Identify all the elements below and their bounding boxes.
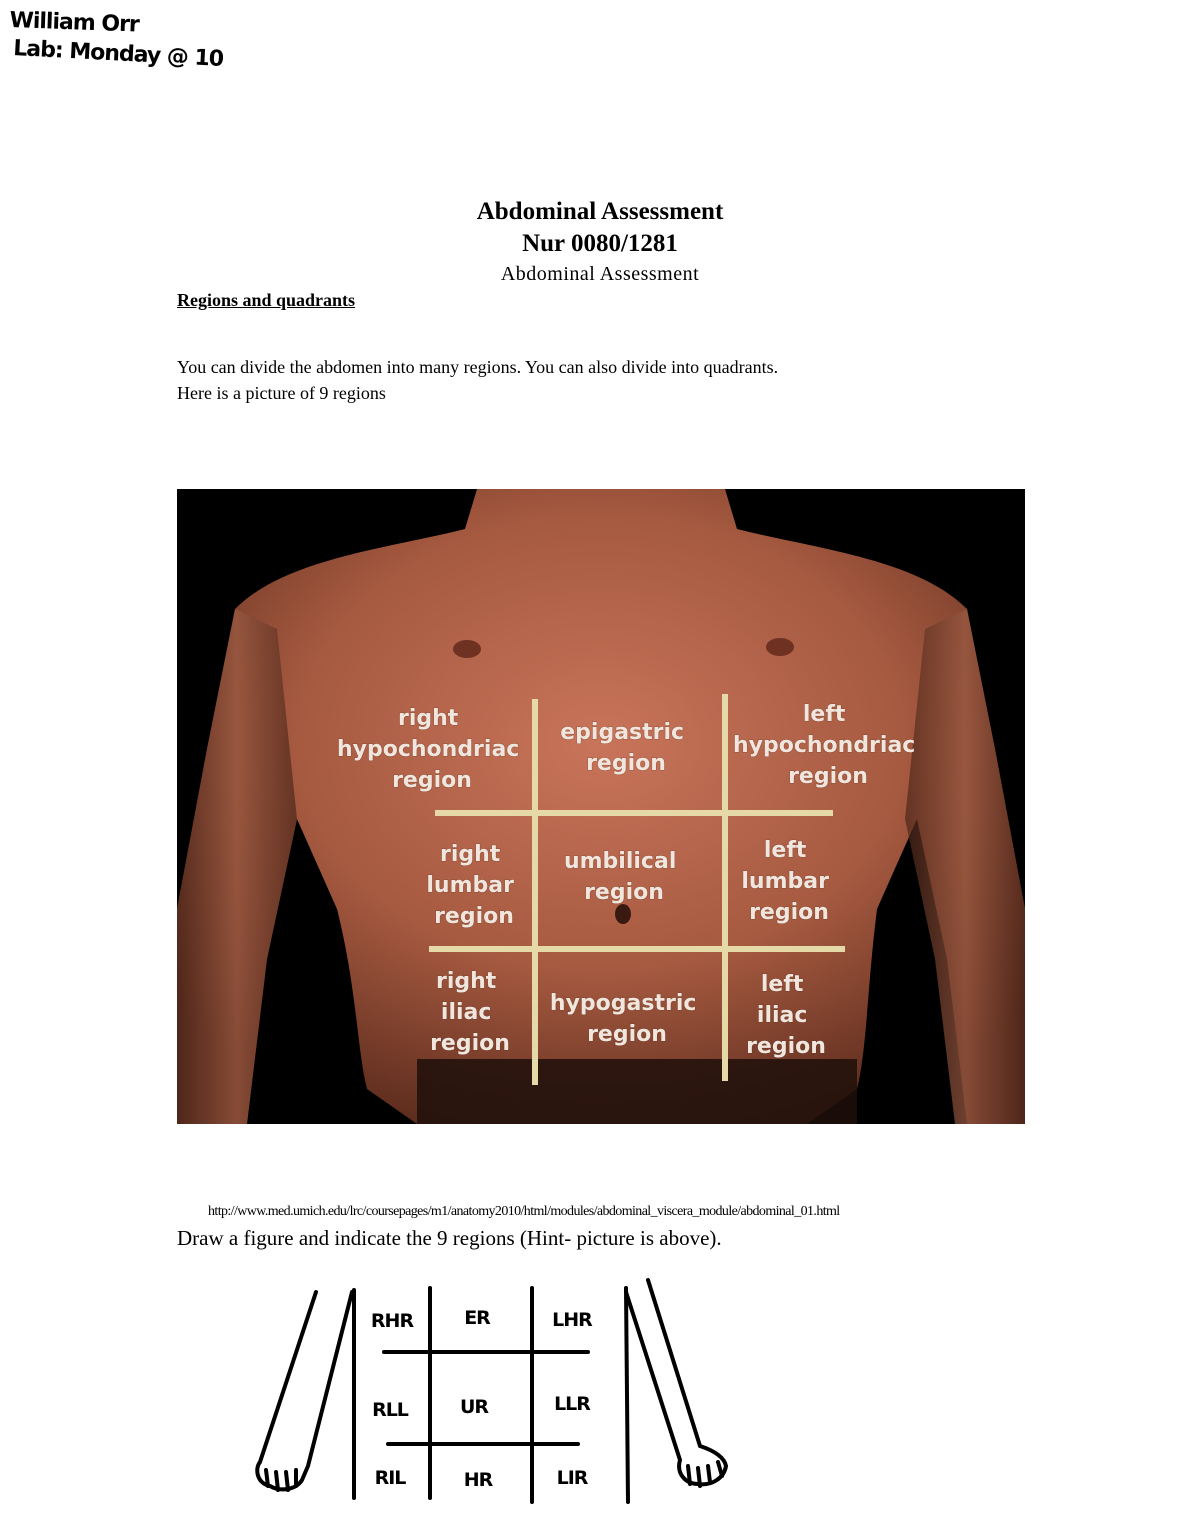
sketch-label-ur: UR [459, 1396, 489, 1418]
document-subtitle: Abdominal Assessment [500, 263, 700, 285]
chest-detail [453, 640, 481, 658]
sketch-label-rll: RLL [372, 1399, 408, 1421]
hand-drawn-regions-sketch [240, 1270, 760, 1520]
intro-text-line-1: You can divide the abdomen into many regions. You can also divide into quadrants. [177, 357, 779, 377]
course-number: Nur 0080/1281 [522, 230, 678, 257]
label-right-iliac: right iliac region [430, 969, 510, 1056]
section-heading: Regions and quadrants [177, 290, 356, 310]
label-hypogastric: hypogastric region [549, 991, 697, 1047]
sketch-label-lir: LIR [556, 1467, 588, 1489]
abdomen-regions-photo [177, 489, 1025, 1124]
handwritten-lab-time: Lab: Monday @ 10 [12, 36, 224, 72]
label-left-hypochondriac: left hypochondriac region [732, 702, 916, 789]
sketch-label-er: ER [464, 1307, 490, 1329]
label-umbilical: umbilical region [563, 849, 677, 905]
document-title: Abdominal Assessment [476, 198, 724, 225]
label-right-lumbar: right lumbar region [426, 842, 514, 929]
drawing-prompt: Draw a figure and indicate the 9 regions (Hint- picture is above). [177, 1226, 722, 1250]
sketch-label-rhr: RHR [370, 1310, 414, 1332]
sketch-label-lhr: LHR [552, 1309, 592, 1331]
intro-text-line-2: Here is a picture of 9 regions [177, 383, 386, 403]
sketch-left-arm [257, 1292, 352, 1489]
sketch-label-hr: HR [463, 1469, 493, 1491]
sketch-right-arm [626, 1280, 726, 1484]
navel [615, 904, 631, 924]
abdomen-illustration [177, 489, 1025, 1124]
sketch-label-ril: RIL [374, 1467, 406, 1489]
label-left-lumbar: left lumbar region [741, 838, 829, 925]
sketch-label-llr: LLR [554, 1393, 590, 1415]
handwritten-name: William Orr [9, 8, 140, 38]
label-left-iliac: left iliac region [746, 972, 826, 1059]
image-source-url: http://www.med.umich.edu/lrc/coursepages/m1/anatomy2010/html/modules/abdominal_viscera_module/abdominal_01.html [208, 1204, 840, 1219]
label-right-hypochondriac: right hypochondriac region [336, 706, 520, 793]
sketch-body-right-side [626, 1288, 628, 1502]
label-epigastric: epigastric region [560, 720, 685, 776]
sketch-drawing [240, 1270, 760, 1520]
